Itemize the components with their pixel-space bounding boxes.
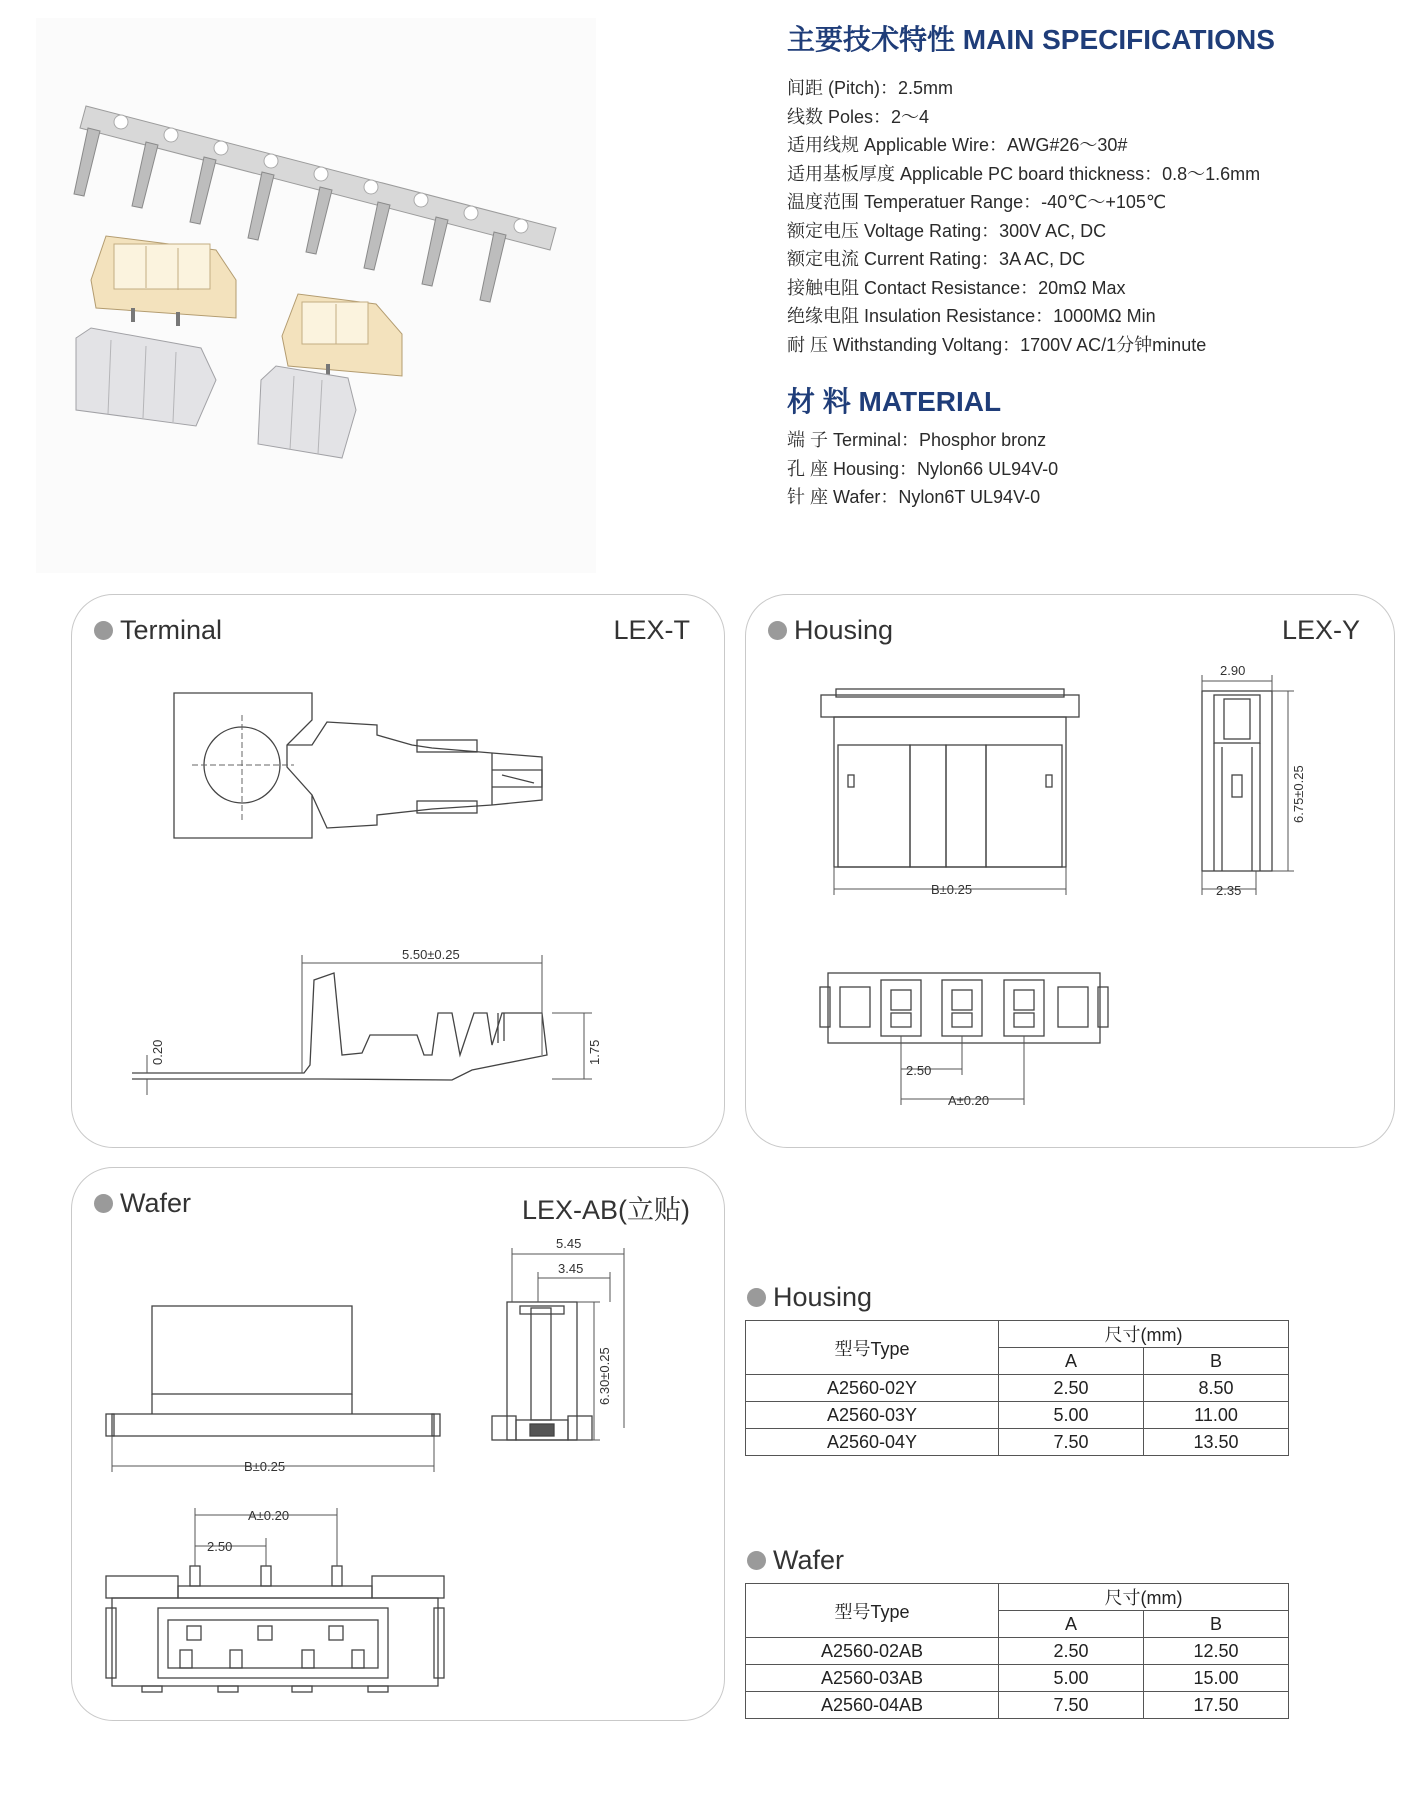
bullet-icon bbox=[747, 1551, 766, 1570]
wafer-dim-inner: 3.45 bbox=[558, 1261, 584, 1276]
table-row bbox=[746, 1375, 1289, 1402]
main-spec-list bbox=[787, 74, 1260, 359]
product-photo bbox=[36, 18, 596, 573]
spec-item: 适用基板厚度 Applicable PC board thickness：0.8～1.6mm bbox=[787, 163, 1261, 184]
cell-b: 8.50 bbox=[1144, 1375, 1289, 1402]
housing-dim-a: A±0.20 bbox=[948, 1093, 990, 1108]
spec-item: 额定电流 Current Rating：3A AC, DC bbox=[787, 249, 1086, 269]
table-row bbox=[746, 1402, 1289, 1429]
terminal-title-text: Terminal bbox=[120, 615, 223, 645]
spec-item: 间距 (Pitch)：2.5mm bbox=[787, 78, 954, 98]
spec-item: 绝缘电阻 Insulation Resistance：1000MΩ Min bbox=[787, 306, 1156, 326]
housing-dim-height: 6.75±0.25 bbox=[1291, 765, 1306, 823]
housing-panel bbox=[745, 594, 1395, 1148]
cell-type: A2560-03AB bbox=[746, 1665, 999, 1692]
cell-type: A2560-02AB bbox=[746, 1638, 999, 1665]
cell-type: A2560-03Y bbox=[746, 1402, 999, 1429]
main-spec-title: 主要技术特性 MAIN SPECIFICATIONS bbox=[787, 24, 1275, 55]
spec-item: 温度范围 Temperatuer Range：-40℃～+105℃ bbox=[787, 192, 1167, 212]
housing-dim-depth: 2.35 bbox=[1216, 883, 1242, 898]
col-b-header: B bbox=[1144, 1611, 1289, 1638]
housing-table-title-text: Housing bbox=[773, 1282, 873, 1312]
wafer-table-title-text: Wafer bbox=[773, 1545, 845, 1575]
cell-type: A2560-04AB bbox=[746, 1692, 999, 1719]
terminal-code: LEX-T bbox=[613, 615, 690, 645]
housing-dim-pitch: 2.50 bbox=[906, 1063, 932, 1078]
housing-dimension-table bbox=[745, 1320, 1289, 1456]
spec-item: 接触电阻 Contact Resistance：20mΩ Max bbox=[787, 277, 1126, 298]
material-item: 针 座 Wafer：Nylon6T UL94V-0 bbox=[787, 487, 1041, 507]
table-row bbox=[746, 1429, 1289, 1456]
wafer-dim-outer: 5.45 bbox=[556, 1236, 582, 1251]
material-item: 孔 座 Housing：Nylon66 UL94V-0 bbox=[787, 458, 1059, 479]
terminal-drawing bbox=[72, 595, 724, 1147]
col-a-header: A bbox=[999, 1348, 1144, 1375]
housing-drawing bbox=[746, 595, 1394, 1147]
cell-a: 7.50 bbox=[999, 1429, 1144, 1456]
wafer-code: LEX-AB(立贴) bbox=[521, 1195, 690, 1225]
cell-a: 7.50 bbox=[999, 1692, 1144, 1719]
wafer-dim-pitch: 2.50 bbox=[207, 1539, 233, 1554]
product-photo-illustration bbox=[36, 18, 596, 573]
spec-item: 耐 压 Withstanding Voltang：1700V AC/1分钟minute bbox=[787, 334, 1207, 355]
cell-a: 2.50 bbox=[999, 1375, 1144, 1402]
wafer-table-title bbox=[747, 1545, 844, 1576]
cell-b: 15.00 bbox=[1144, 1665, 1289, 1692]
cell-b: 17.50 bbox=[1144, 1692, 1289, 1719]
cell-a: 5.00 bbox=[999, 1665, 1144, 1692]
material-title: 材 料 MATERIAL bbox=[787, 386, 1002, 417]
cell-a: 5.00 bbox=[999, 1402, 1144, 1429]
housing-title-text: Housing bbox=[794, 615, 894, 645]
spec-item: 线数 Poles：2～4 bbox=[787, 106, 930, 127]
cell-type: A2560-02Y bbox=[746, 1375, 999, 1402]
wafer-panel bbox=[71, 1167, 725, 1721]
col-b-header: B bbox=[1144, 1348, 1289, 1375]
wafer-dim-a: A±0.20 bbox=[248, 1508, 290, 1523]
table-row bbox=[746, 1638, 1289, 1665]
cell-b: 11.00 bbox=[1144, 1402, 1289, 1429]
material-item: 端 子 Terminal：Phosphor bronz bbox=[787, 430, 1047, 450]
type-header: 型号Type bbox=[746, 1584, 999, 1638]
material-list bbox=[787, 426, 1058, 512]
cell-b: 12.50 bbox=[1144, 1638, 1289, 1665]
terminal-dim-length: 5.50±0.25 bbox=[402, 947, 460, 962]
housing-dim-width: 2.90 bbox=[1220, 663, 1246, 678]
dim-header: 尺寸(mm) bbox=[999, 1584, 1289, 1611]
bullet-icon bbox=[747, 1288, 766, 1307]
table-row bbox=[746, 1692, 1289, 1719]
cell-b: 13.50 bbox=[1144, 1429, 1289, 1456]
terminal-dim-thickness: 0.20 bbox=[150, 1039, 165, 1065]
housing-table-title bbox=[747, 1282, 872, 1313]
terminal-dim-height: 1.75 bbox=[587, 1039, 602, 1065]
terminal-panel bbox=[71, 594, 725, 1148]
spec-item: 额定电压 Voltage Rating：300V AC, DC bbox=[787, 220, 1107, 241]
type-header: 型号Type bbox=[746, 1321, 999, 1375]
cell-a: 2.50 bbox=[999, 1638, 1144, 1665]
wafer-drawing bbox=[72, 1168, 724, 1720]
housing-dim-b: B±0.25 bbox=[931, 882, 973, 897]
spec-item: 适用线规 Applicable Wire：AWG#26～30# bbox=[787, 135, 1128, 155]
wafer-dim-b: B±0.25 bbox=[244, 1459, 286, 1474]
housing-code: LEX-Y bbox=[1281, 615, 1360, 645]
col-a-header: A bbox=[999, 1611, 1144, 1638]
dim-header: 尺寸(mm) bbox=[999, 1321, 1289, 1348]
wafer-title-text: Wafer bbox=[120, 1188, 192, 1218]
table-row bbox=[746, 1665, 1289, 1692]
wafer-dim-height: 6.30±0.25 bbox=[597, 1347, 612, 1405]
wafer-dimension-table bbox=[745, 1583, 1289, 1719]
cell-type: A2560-04Y bbox=[746, 1429, 999, 1456]
